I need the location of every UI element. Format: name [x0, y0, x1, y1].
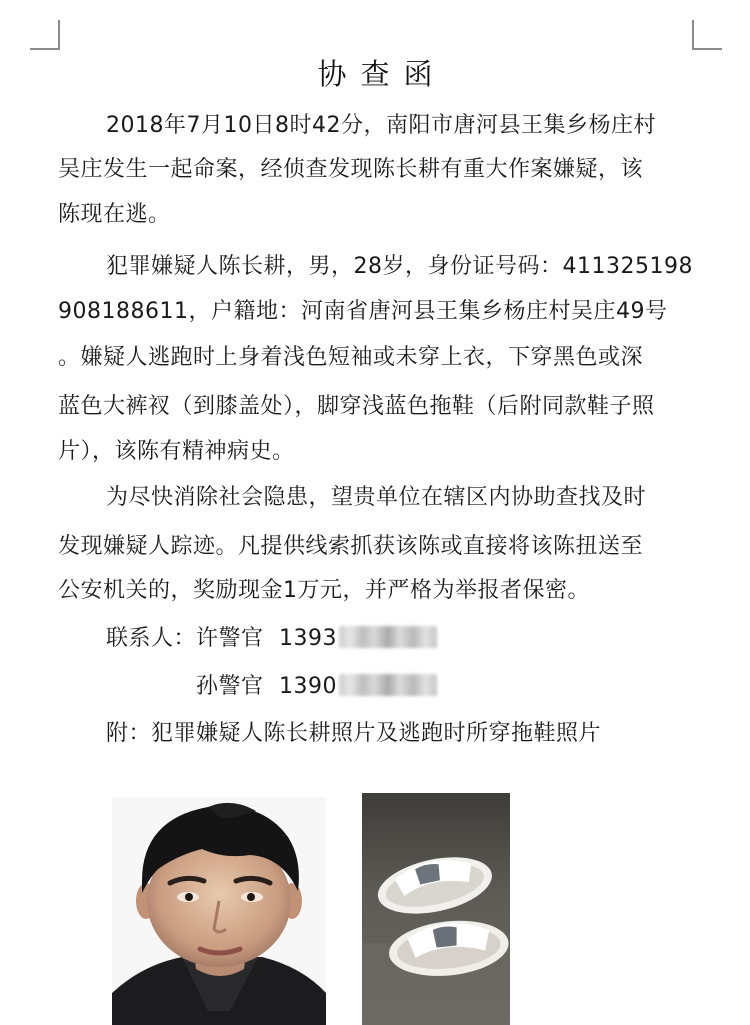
document-title: 协查函 [317, 57, 447, 91]
paragraph-2-line-3: 。嫌疑人逃跑时上身着浅色短袖或未穿上衣，下穿黑色或深 [58, 345, 644, 370]
paragraph-1-line-3: 陈现在逃。 [58, 202, 171, 227]
paragraph-3-line-1: 为尽快消除社会隐患，望贵单位在辖区内协助查找及时 [106, 485, 647, 510]
paragraph-1-line-1: 2018年7月10日8时42分，南阳市唐河县王集乡杨庄村 [106, 113, 656, 138]
redacted-phone-digits [339, 626, 437, 648]
suspect-photo [112, 797, 326, 1025]
page-corner-mark-top-left [30, 20, 60, 50]
redacted-phone-digits [339, 674, 437, 696]
contact-row-1 [106, 624, 437, 654]
contact-label: 联系人： [106, 626, 197, 651]
contact-row-2 [196, 672, 437, 702]
contact-phone: 1393 [279, 626, 338, 651]
paragraph-2-line-4: 蓝色大裤衩（到膝盖处），脚穿浅蓝色拖鞋（后附同款鞋子照 [58, 394, 655, 419]
paragraph-2-line-2: 908188611，户籍地：河南省唐河县王集乡杨庄村吴庄49号 [58, 299, 668, 324]
paragraph-3-line-3: 公安机关的，奖励现金1万元，并严格为举报者保密。 [58, 578, 590, 603]
attachment-note: 附：犯罪嫌疑人陈长耕照片及逃跑时所穿拖鞋照片 [106, 721, 602, 746]
page-corner-mark-top-right [692, 20, 722, 50]
contact-phone: 1390 [279, 674, 338, 699]
paragraph-2-line-5: 片），该陈有精神病史。 [58, 439, 295, 464]
paragraph-3-line-2: 发现嫌疑人踪迹。凡提供线索抓获该陈或直接将该陈扭送至 [58, 534, 644, 559]
contact-name: 孙警官 [196, 674, 264, 699]
contact-name: 许警官 [196, 626, 264, 651]
paragraph-2-line-1: 犯罪嫌疑人陈长耕，男，28岁，身份证号码：411325198 [106, 254, 693, 279]
paragraph-1-line-2: 吴庄发生一起命案，经侦查发现陈长耕有重大作案嫌疑，该 [58, 157, 644, 182]
slipper-photo [362, 793, 510, 1025]
